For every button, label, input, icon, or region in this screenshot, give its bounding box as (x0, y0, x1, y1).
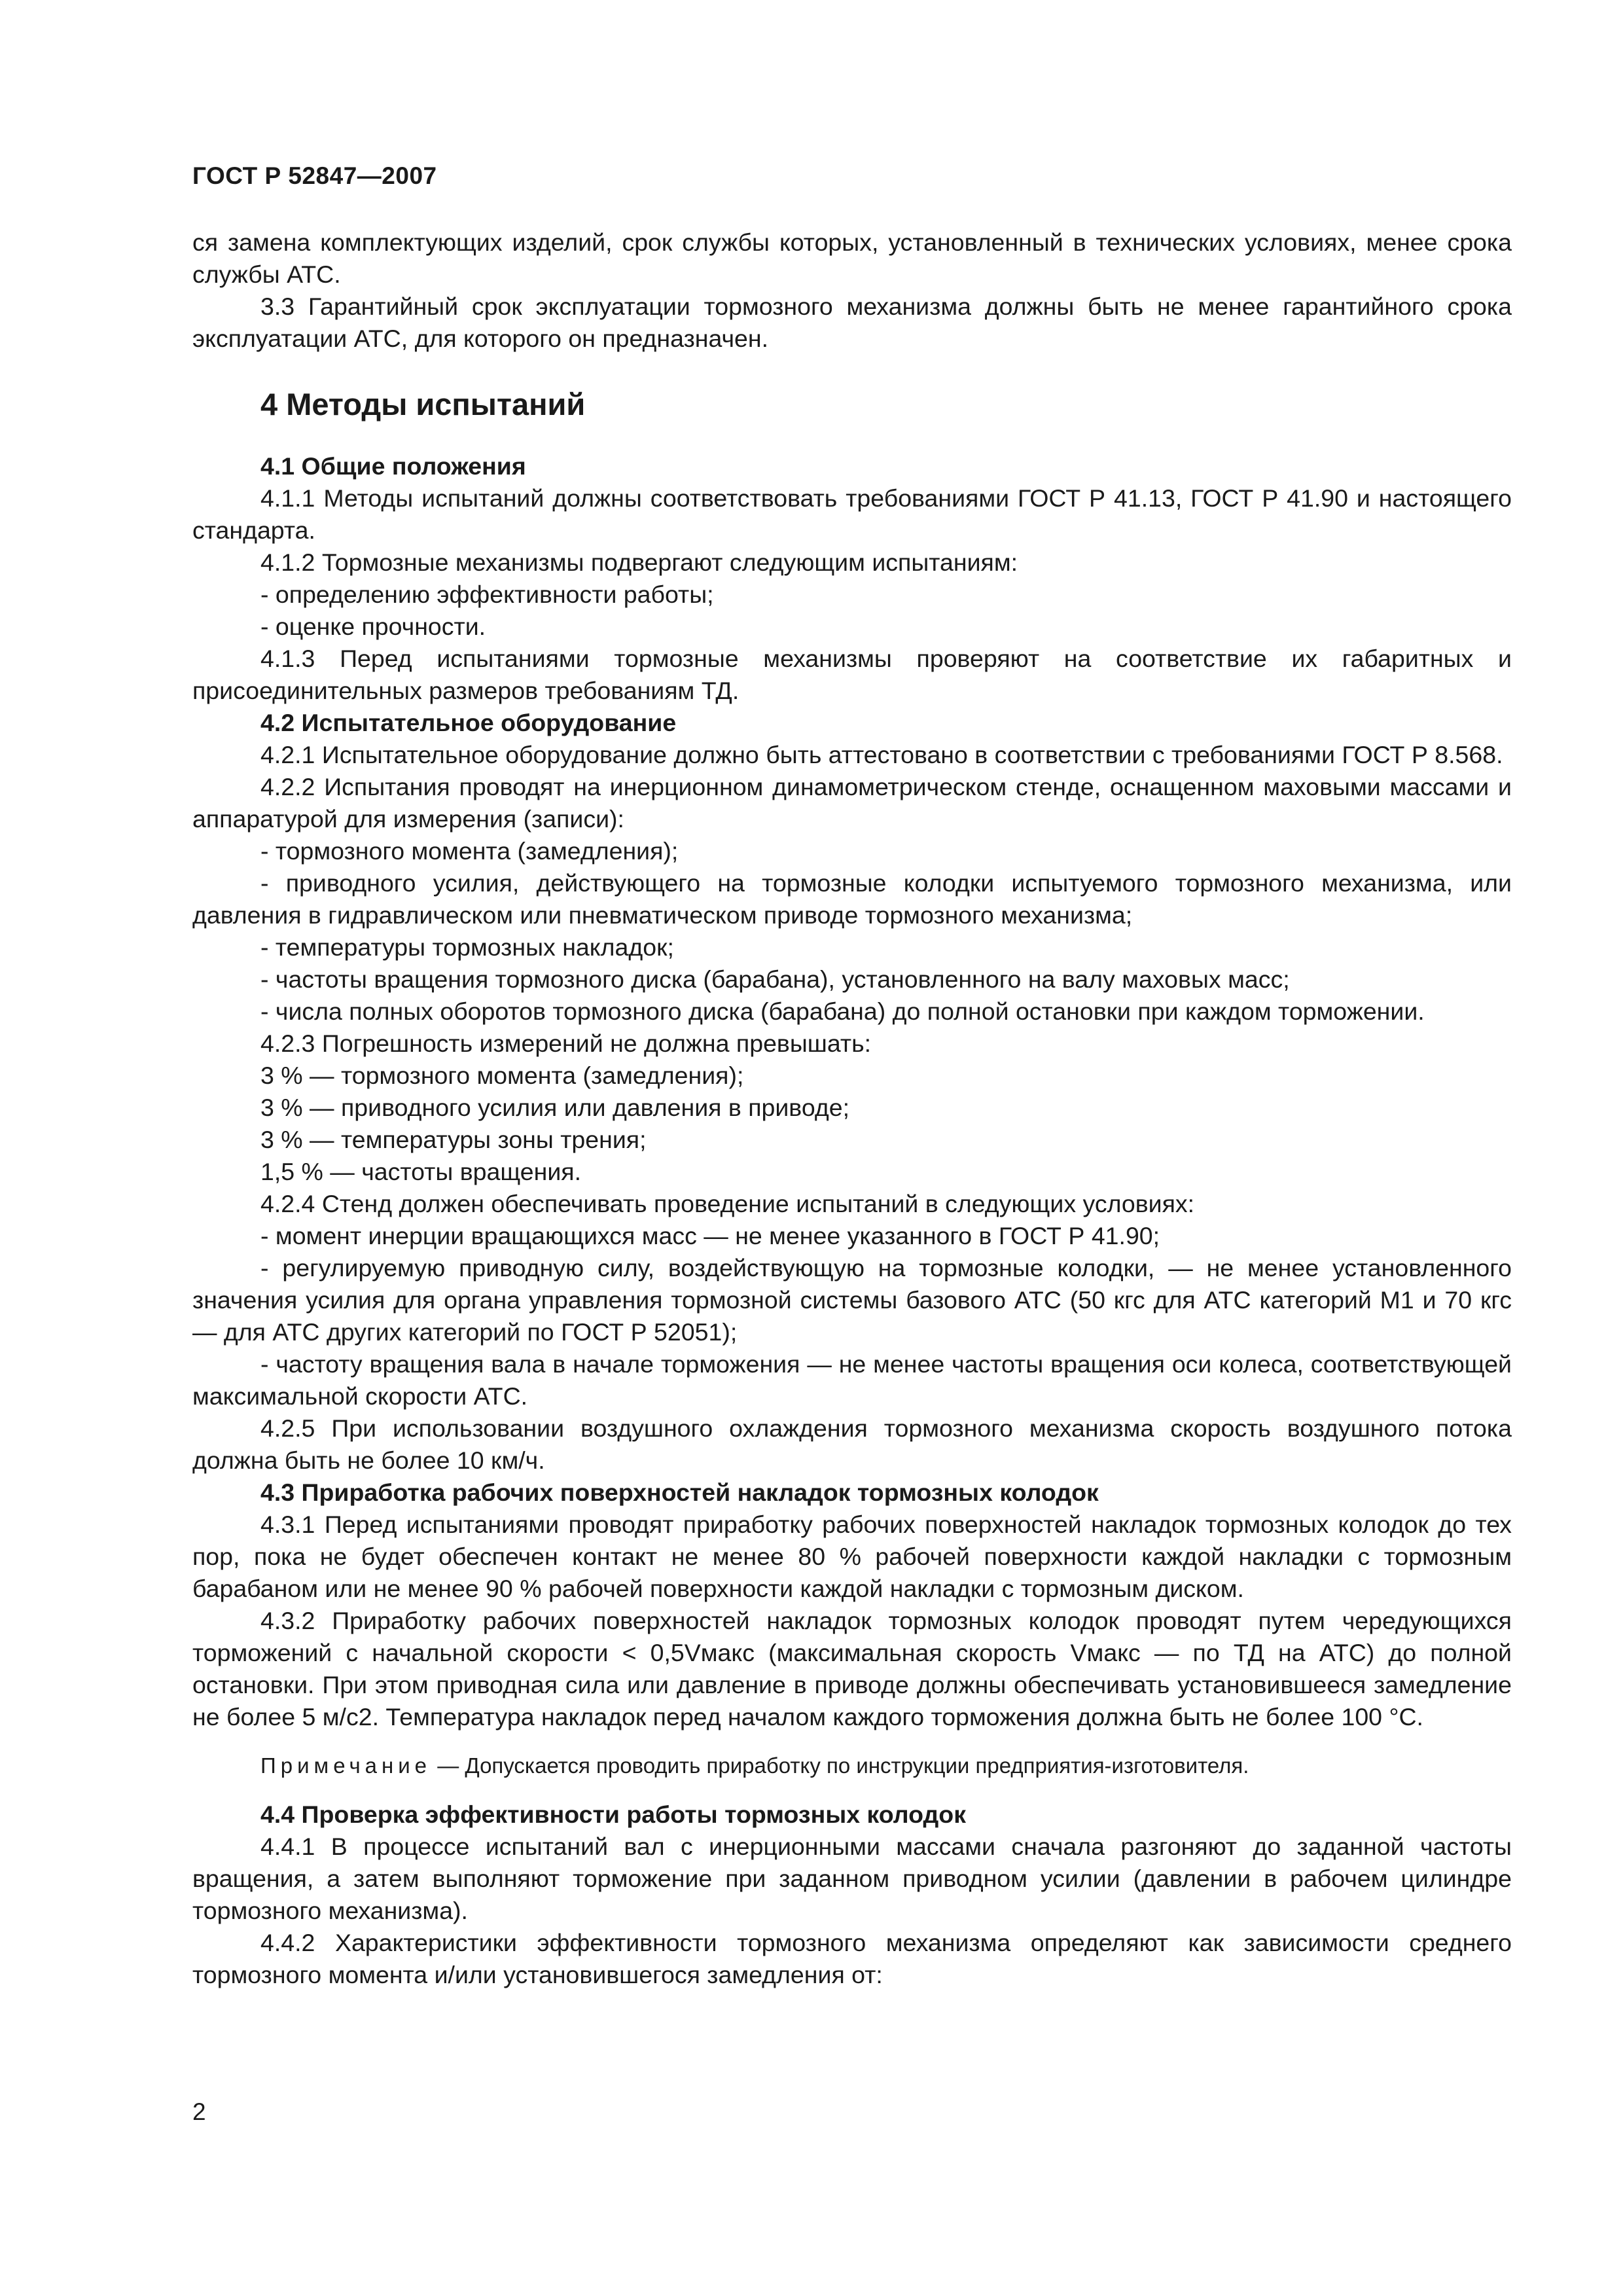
paragraph: - частоту вращения вала в начале торможения — не менее частоты вращения оси колеса, соответствующей максимальной скорости АТС. (192, 1350, 1512, 1410)
paragraph: 4.2.4 Стенд должен обеспечивать проведение испытаний в следующих условиях: (260, 1190, 1195, 1217)
paragraph: - температуры тормозных накладок; (260, 933, 674, 961)
paragraph: 4.2.1 Испытательное оборудование должно быть аттестовано в соответствии с требованиями ГОСТ Р 8.568. (260, 741, 1503, 768)
note-label: Примечание (260, 1753, 432, 1778)
paragraph: 4.2.5 При использовании воздушного охлаждения тормозного механизма скорость воздушного потока должна быть не более 10 км/ч. (192, 1414, 1512, 1474)
note-text: — Допускается проводить приработку по инструкции предприятия-изготовителя. (437, 1753, 1249, 1778)
paragraph: 4.1.1 Методы испытаний должны соответствовать требованиями ГОСТ Р 41.13, ГОСТ Р 41.90 и настоящего стандарта. (192, 484, 1512, 544)
paragraph: 3.3 Гарантийный срок эксплуатации тормозного механизма должны быть не менее гарантийного срока эксплуатации АТС, для которого он предназначен. (192, 293, 1512, 352)
paragraph: - момент инерции вращающихся масс — не менее указанного в ГОСТ Р 41.90; (260, 1222, 1160, 1249)
paragraph: 4.2.2 Испытания проводят на инерционном динамометрическом стенде, оснащенном маховыми массами и аппаратурой для измерения (записи): (192, 773, 1512, 833)
paragraph: 4.4.1 В процессе испытаний вал с инерционными массами сначала разгоняют до заданной частоты вращения, а затем выполняют торможение при заданном приводном усилии (давлении в рабочем цилиндре тормозного механизма). (192, 1833, 1512, 1924)
paragraph: ся замена комплектующих изделий, срок службы которых, установленный в технических условиях, менее срока службы АТС. (192, 228, 1512, 288)
paragraph: 4.1.2 Тормозные механизмы подвергают следующим испытаниям: (260, 548, 1018, 576)
section-heading: 4 Методы испытаний (260, 387, 586, 422)
paragraph: 4.2.3 Погрешность измерений не должна превышать: (260, 1030, 872, 1057)
paragraph: 3 % — приводного усилия или давления в приводе; (260, 1094, 849, 1121)
standard-code-header: ГОСТ Р 52847—2007 (192, 162, 437, 189)
document-body (192, 226, 1512, 1991)
paragraph: 1,5 % — частоты вращения. (260, 1158, 582, 1185)
subsection-heading: 4.1 Общие положения (260, 452, 526, 480)
paragraph: 4.1.3 Перед испытаниями тормозные механизмы проверяют на соответствие их габаритных и присоединительных размеров требованиям ТД. (192, 645, 1512, 704)
note (260, 1751, 1512, 1780)
page-number: 2 (192, 2098, 206, 2125)
paragraph: 3 % — температуры зоны трения; (260, 1126, 647, 1153)
paragraph: - регулируемую приводную силу, воздействующую на тормозные колодки, — не менее установленного значения усилия для органа управления тормозной системы базового АТС (50 кгс для АТС категорий М1 и 70 кгс — для АТС других категорий по ГОСТ Р 52051); (192, 1254, 1512, 1346)
subsection-heading: 4.3 Приработка рабочих поверхностей накладок тормозных колодок (260, 1479, 1099, 1506)
paragraph: 4.3.2 Приработку рабочих поверхностей накладок тормозных колодок проводят путем чередующихся торможений с начальной скорости < 0,5Vмакс (максимальная скорость Vмакс — по ТД на АТС) до полной остановки. При этом приводная сила или давление в приводе должны обеспечивать установившееся замедление не более 5 м/с2. Температура накладок перед началом каждого торможения должна быть не более 100 °С. (192, 1607, 1512, 1731)
paragraph: 4.3.1 Перед испытаниями проводят приработку рабочих поверхностей накладок тормозных колодок до тех пор, пока не будет обеспечен контакт не менее 80 % рабочей поверхности каждой накладки с тормозным барабаном или не менее 90 % рабочей поверхности каждой накладки с тормозным диском. (192, 1511, 1512, 1602)
paragraph: - определению эффективности работы; (260, 581, 714, 608)
paragraph: 4.4.2 Характеристики эффективности тормозного механизма определяют как зависимости среднего тормозного момента и/или установившегося замедления от: (192, 1929, 1512, 1988)
paragraph: - частоты вращения тормозного диска (барабана), установленного на валу маховых масс; (260, 965, 1290, 993)
paragraph: - оценке прочности. (260, 613, 486, 640)
paragraph: - числа полных оборотов тормозного диска (барабана) до полной остановки при каждом торможении. (260, 997, 1425, 1025)
paragraph: 3 % — тормозного момента (замедления); (260, 1062, 744, 1089)
subsection-heading: 4.4 Проверка эффективности работы тормозных колодок (260, 1801, 966, 1828)
paragraph: - приводного усилия, действующего на тормозные колодки испытуемого тормозного механизма, или давления в гидравлическом или пневматическом приводе тормозного механизма; (192, 869, 1512, 929)
paragraph: - тормозного момента (замедления); (260, 837, 679, 865)
subsection-heading: 4.2 Испытательное оборудование (260, 709, 677, 736)
